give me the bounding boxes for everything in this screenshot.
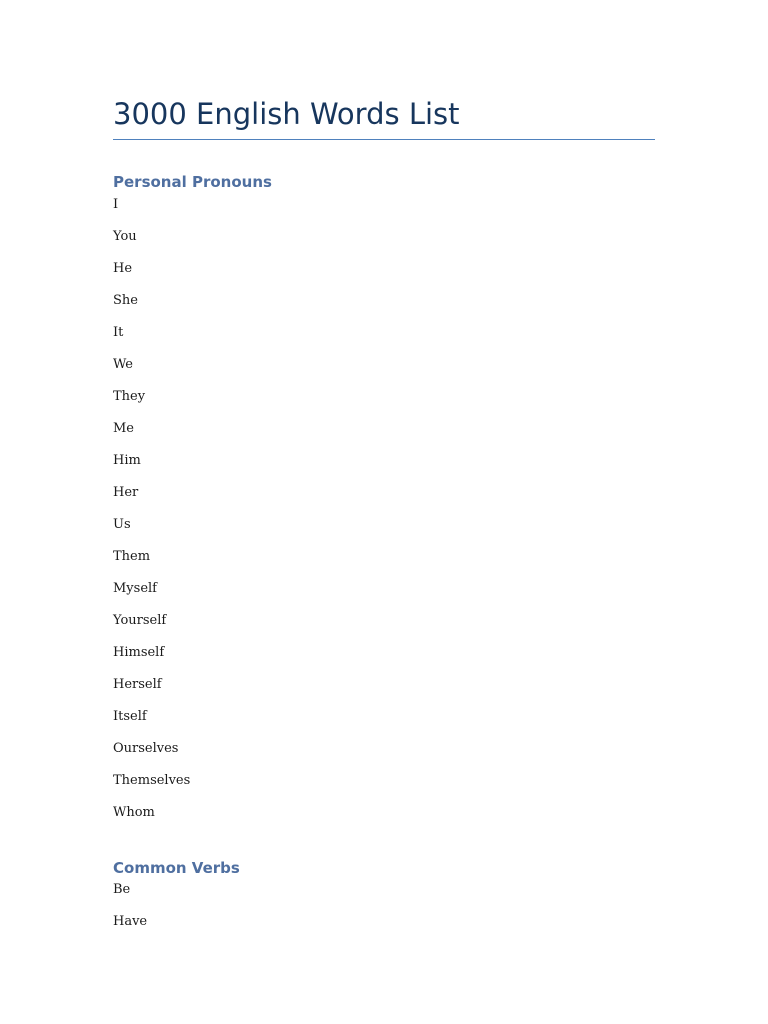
word-item: Be — [113, 882, 131, 897]
word-item: Himself — [113, 645, 165, 660]
word-item: It — [113, 325, 124, 340]
section-heading-common-verbs: Common Verbs — [113, 859, 240, 877]
word-item: Me — [113, 421, 135, 436]
word-item: Us — [113, 517, 131, 532]
word-item: Whom — [113, 805, 155, 820]
title-divider — [113, 139, 655, 140]
word-item: She — [113, 293, 138, 308]
word-item: Yourself — [113, 613, 167, 628]
word-list-personal-pronouns — [113, 197, 190, 837]
word-item: Ourselves — [113, 741, 179, 756]
word-item: They — [113, 389, 146, 404]
word-item: We — [113, 357, 133, 372]
word-item: You — [113, 229, 137, 244]
word-item: Him — [113, 453, 141, 468]
word-item: Have — [113, 914, 148, 929]
word-item: Her — [113, 485, 139, 500]
document-title: 3000 English Words List — [113, 97, 460, 131]
word-item: He — [113, 261, 133, 276]
word-item: Herself — [113, 677, 162, 692]
section-heading-personal-pronouns: Personal Pronouns — [113, 173, 272, 191]
word-item: Itself — [113, 709, 147, 724]
word-item: I — [113, 197, 119, 212]
word-list-common-verbs — [113, 882, 147, 946]
word-item: Myself — [113, 581, 157, 596]
word-item: Them — [113, 549, 151, 564]
word-item: Themselves — [113, 773, 191, 788]
